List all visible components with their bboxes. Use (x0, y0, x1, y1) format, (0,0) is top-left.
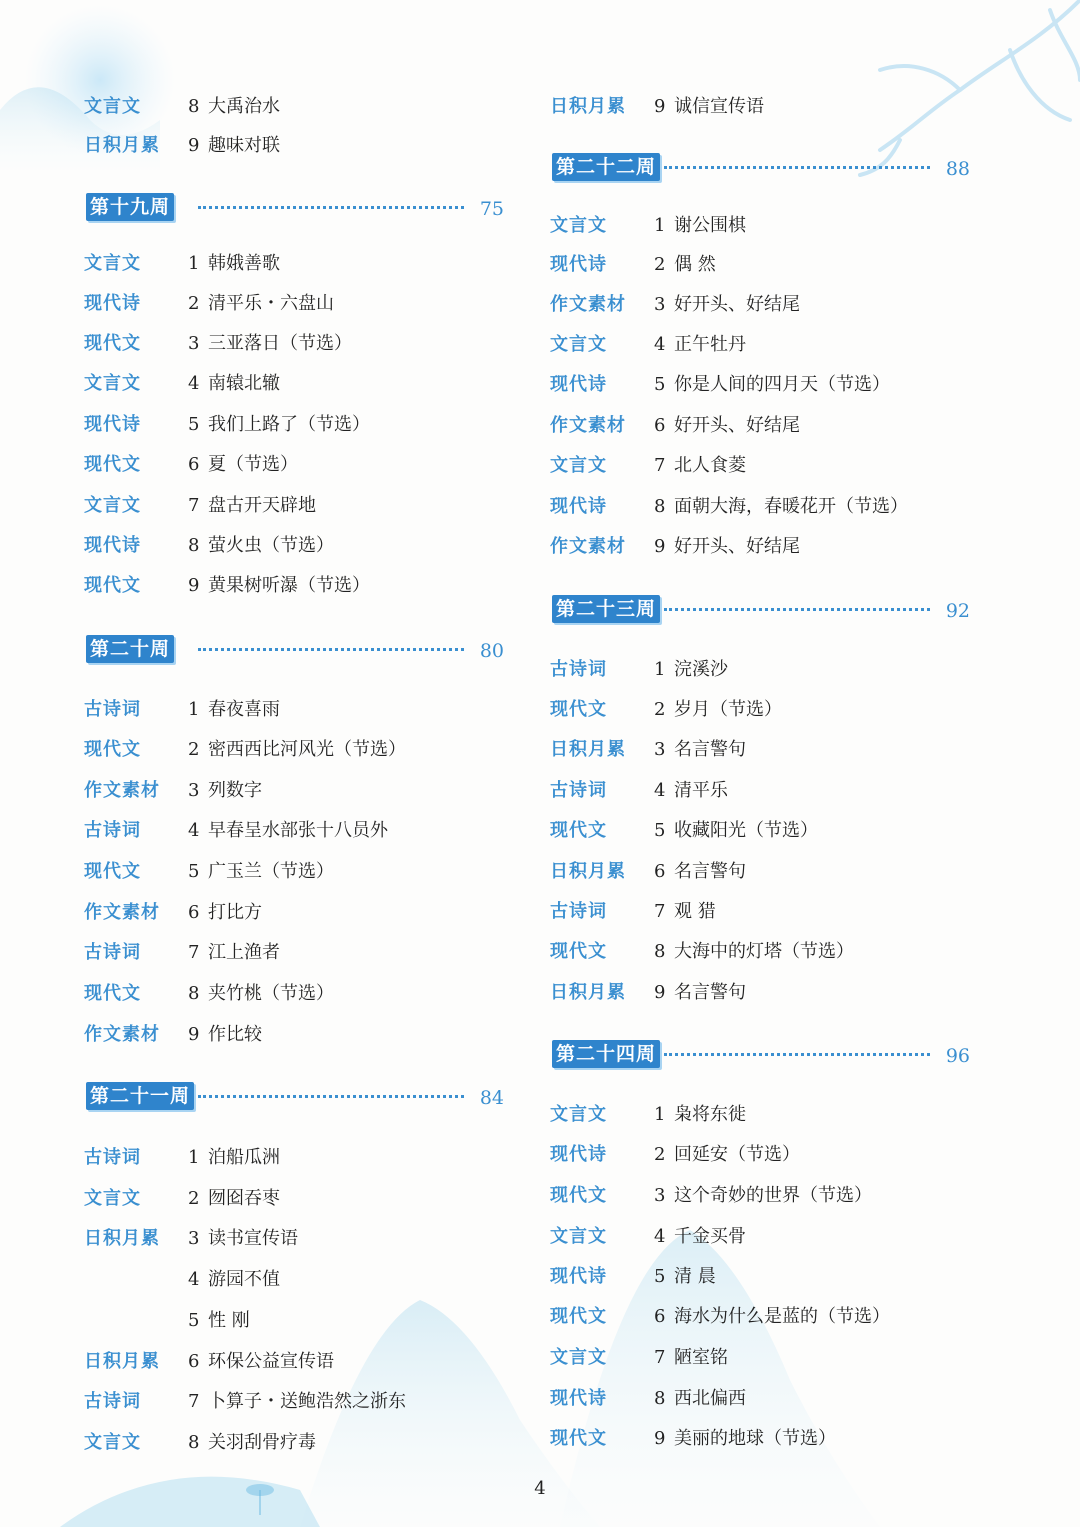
week-label: 第二十一周 (86, 1082, 194, 1110)
entry-title: 黄果树听瀑（节选） (208, 575, 370, 596)
entry-category: 作文素材 (84, 780, 160, 801)
toc-entry[interactable] (84, 1020, 504, 1050)
entry-number: 6 (654, 861, 666, 882)
entry-category: 文言文 (84, 96, 141, 117)
week-page-number: 80 (479, 640, 504, 662)
entry-title: 韩娥善歌 (208, 253, 280, 274)
entry-number: 5 (188, 414, 200, 435)
toc-entry[interactable] (84, 979, 504, 1009)
entry-title: 南辕北辙 (208, 373, 280, 394)
entry-title: 名言警句 (674, 982, 746, 1003)
entry-number: 3 (188, 1228, 200, 1249)
entry-title: 偶 然 (674, 254, 716, 275)
week-heading[interactable] (550, 1040, 970, 1072)
entry-title: 读书宣传语 (208, 1228, 298, 1249)
entry-title: 春夜喜雨 (208, 699, 280, 720)
toc-entry[interactable] (550, 1343, 970, 1373)
entry-title: 密西西比河风光（节选） (208, 739, 406, 760)
entry-number: 7 (188, 1391, 200, 1412)
entry-category: 日积月累 (84, 1351, 160, 1372)
entry-category: 古诗词 (84, 699, 141, 720)
entry-title: 列数字 (208, 780, 262, 801)
entry-number: 5 (654, 1266, 666, 1287)
entry-category: 文言文 (550, 1104, 607, 1125)
entry-category: 现代诗 (84, 535, 141, 556)
entry-title: 作比较 (208, 1024, 262, 1045)
entry-category: 现代文 (550, 1306, 607, 1327)
entry-number: 5 (654, 374, 666, 395)
entry-number: 3 (654, 739, 666, 760)
toc-entry[interactable] (550, 776, 970, 806)
entry-title: 大禹治水 (208, 96, 280, 117)
toc-entry[interactable] (550, 897, 970, 927)
entry-title: 性 刚 (208, 1310, 250, 1331)
entry-title: 观 猎 (674, 901, 716, 922)
entry-title: 名言警句 (674, 861, 746, 882)
entry-number: 9 (654, 1428, 666, 1449)
entry-number: 1 (654, 1104, 666, 1125)
entry-number: 3 (654, 294, 666, 315)
entry-number: 7 (188, 942, 200, 963)
entry-number: 5 (188, 861, 200, 882)
week-page-number: 84 (479, 1087, 504, 1109)
entry-title: 陋室铭 (674, 1347, 728, 1368)
toc-entry[interactable] (550, 92, 970, 122)
toc-entry[interactable] (84, 1387, 504, 1417)
entry-category: 日积月累 (550, 739, 626, 760)
entry-title: 大海中的灯塔（节选） (674, 941, 854, 962)
entry-number: 2 (188, 739, 200, 760)
toc-entry[interactable] (84, 898, 504, 928)
entry-title: 早春呈水部张十八员外 (208, 820, 388, 841)
toc-entry[interactable] (84, 1184, 504, 1214)
entry-title: 泊船瓜洲 (208, 1147, 280, 1168)
entry-title: 打比方 (208, 902, 262, 923)
entry-category: 现代诗 (550, 496, 607, 517)
leader-dots (664, 166, 930, 169)
entry-number: 8 (654, 496, 666, 517)
entry-title: 夏（节选） (208, 454, 298, 475)
week-heading[interactable] (84, 635, 504, 667)
entry-number: 3 (188, 333, 200, 354)
entry-category: 现代诗 (84, 293, 141, 314)
entry-category: 文言文 (550, 1226, 607, 1247)
entry-title: 我们上路了（节选） (208, 414, 370, 435)
entry-number: 1 (188, 1147, 200, 1168)
toc-entry[interactable] (550, 211, 970, 241)
entry-category: 作文素材 (550, 294, 626, 315)
toc-entry[interactable] (550, 816, 970, 846)
week-label: 第十九周 (86, 193, 174, 221)
entry-category: 现代文 (550, 1428, 607, 1449)
entry-number: 8 (654, 941, 666, 962)
entry-category: 文言文 (84, 495, 141, 516)
entry-category: 现代文 (84, 454, 141, 475)
leader-dots (198, 648, 464, 651)
entry-number: 8 (188, 535, 200, 556)
week-heading[interactable] (550, 153, 970, 185)
entry-category: 现代诗 (550, 1388, 607, 1409)
entry-title: 卜算子・送鲍浩然之浙东 (208, 1391, 406, 1412)
toc-entry[interactable] (84, 857, 504, 887)
entry-title: 正午牡丹 (674, 334, 746, 355)
entry-title: 名言警句 (674, 739, 746, 760)
entry-category: 作文素材 (550, 415, 626, 436)
week-heading[interactable] (550, 595, 970, 627)
entry-category: 古诗词 (84, 1391, 141, 1412)
toc-entry[interactable] (550, 937, 970, 967)
toc-entry[interactable] (550, 1181, 970, 1211)
toc-entry[interactable] (84, 249, 504, 279)
entry-title: 海水为什么是蓝的（节选） (674, 1306, 890, 1327)
toc-entry[interactable] (84, 816, 504, 846)
entry-category: 文言文 (84, 1188, 141, 1209)
week-page-number: 75 (479, 198, 504, 220)
entry-category: 现代文 (84, 739, 141, 760)
entry-number: 4 (654, 1226, 666, 1247)
entry-category: 现代诗 (550, 1266, 607, 1287)
entry-category: 文言文 (84, 253, 141, 274)
toc-entry[interactable] (550, 532, 970, 562)
entry-number: 6 (188, 1351, 200, 1372)
entry-category: 现代文 (84, 983, 141, 1004)
entry-number: 4 (188, 820, 200, 841)
entry-title: 三亚落日（节选） (208, 333, 352, 354)
entry-category: 日积月累 (84, 1228, 160, 1249)
toc-entry[interactable] (84, 1265, 504, 1295)
entry-category: 日积月累 (550, 861, 626, 882)
entry-category: 文言文 (550, 215, 607, 236)
toc-entry[interactable] (84, 938, 504, 968)
entry-number: 2 (188, 293, 200, 314)
entry-title: 江上渔者 (208, 942, 280, 963)
leader-dots (664, 608, 930, 611)
entry-number: 5 (188, 1310, 200, 1331)
entry-title: 收藏阳光（节选） (674, 820, 818, 841)
toc-entry[interactable] (550, 250, 970, 280)
toc-entry[interactable] (84, 695, 504, 725)
entry-number: 2 (654, 254, 666, 275)
entry-title: 趣味对联 (208, 135, 280, 156)
entry-title: 面朝大海，春暖花开（节选） (674, 496, 908, 517)
entry-number: 8 (188, 1432, 200, 1453)
entry-number: 1 (188, 699, 200, 720)
entry-title: 关羽刮骨疗毒 (208, 1432, 316, 1453)
week-label: 第二十周 (86, 635, 174, 663)
entry-number: 4 (654, 780, 666, 801)
toc-entry[interactable] (550, 695, 970, 725)
toc-entry[interactable] (550, 290, 970, 320)
entry-category: 古诗词 (84, 1147, 141, 1168)
toc-entry[interactable] (84, 450, 504, 480)
entry-category: 现代文 (550, 1185, 607, 1206)
entry-title: 环保公益宣传语 (208, 1351, 334, 1372)
entry-category: 现代文 (550, 941, 607, 962)
entry-number: 9 (654, 536, 666, 557)
entry-title: 囫囵吞枣 (208, 1188, 280, 1209)
entry-title: 你是人间的四月天（节选） (674, 374, 890, 395)
entry-title: 回延安（节选） (674, 1144, 800, 1165)
toc-entry[interactable] (550, 1100, 970, 1130)
toc-entry[interactable] (550, 857, 970, 887)
entry-number: 6 (654, 415, 666, 436)
entry-number: 7 (654, 901, 666, 922)
entry-number: 8 (188, 96, 200, 117)
entry-category: 现代诗 (550, 374, 607, 395)
leader-dots (198, 206, 464, 209)
entry-number: 9 (188, 1024, 200, 1045)
entry-title: 枭将东徙 (674, 1104, 746, 1125)
toc-entry[interactable] (550, 411, 970, 441)
week-label: 第二十二周 (552, 153, 660, 181)
toc-entry[interactable] (550, 655, 970, 685)
entry-category: 古诗词 (84, 942, 141, 963)
entry-number: 2 (188, 1188, 200, 1209)
entry-title: 美丽的地球（节选） (674, 1428, 836, 1449)
entry-number: 6 (654, 1306, 666, 1327)
entry-title: 千金买骨 (674, 1226, 746, 1247)
toc-entry[interactable] (84, 131, 504, 161)
entry-category: 作文素材 (84, 902, 160, 923)
toc-entry[interactable] (84, 1143, 504, 1173)
week-page-number: 92 (945, 600, 970, 622)
toc-entry[interactable] (550, 330, 970, 360)
week-page-number: 88 (945, 158, 970, 180)
page-number: 4 (534, 1478, 546, 1499)
toc-entry[interactable] (84, 531, 504, 561)
entry-category: 现代诗 (550, 254, 607, 275)
entry-number: 9 (188, 575, 200, 596)
entry-number: 4 (188, 373, 200, 394)
toc-entry[interactable] (550, 1262, 970, 1292)
toc-entry[interactable] (550, 1140, 970, 1170)
entry-category: 现代文 (84, 861, 141, 882)
entry-category: 日积月累 (84, 135, 160, 156)
toc-entry[interactable] (84, 1306, 504, 1336)
toc-entry[interactable] (550, 1384, 970, 1414)
entry-title: 西北偏西 (674, 1388, 746, 1409)
toc-entry[interactable] (84, 491, 504, 521)
entry-number: 9 (654, 982, 666, 1003)
entry-title: 浣溪沙 (674, 659, 728, 680)
entry-category: 古诗词 (550, 659, 607, 680)
entry-number: 3 (654, 1185, 666, 1206)
entry-title: 夹竹桃（节选） (208, 983, 334, 1004)
entry-category: 古诗词 (84, 820, 141, 841)
entry-number: 6 (188, 902, 200, 923)
entry-number: 1 (188, 253, 200, 274)
entry-title: 这个奇妙的世界（节选） (674, 1185, 872, 1206)
entry-number: 9 (654, 96, 666, 117)
entry-category: 现代文 (84, 575, 141, 596)
entry-category: 作文素材 (550, 536, 626, 557)
week-page-number: 96 (945, 1045, 970, 1067)
entry-number: 7 (188, 495, 200, 516)
entry-category: 文言文 (550, 1347, 607, 1368)
entry-number: 7 (654, 455, 666, 476)
entry-title: 游园不值 (208, 1269, 280, 1290)
toc-entry[interactable] (84, 289, 504, 319)
week-heading[interactable] (84, 193, 504, 225)
entry-category: 日积月累 (550, 982, 626, 1003)
toc-entry[interactable] (550, 735, 970, 765)
toc-entry[interactable] (84, 329, 504, 359)
entry-category: 古诗词 (550, 901, 607, 922)
toc-entry[interactable] (84, 571, 504, 601)
entry-number: 8 (188, 983, 200, 1004)
toc-entry[interactable] (84, 410, 504, 440)
entry-category: 文言文 (84, 373, 141, 394)
entry-title: 清平乐・六盘山 (208, 293, 334, 314)
toc-entry[interactable] (550, 1222, 970, 1252)
entry-category: 文言文 (84, 1432, 141, 1453)
entry-number: 7 (654, 1347, 666, 1368)
entry-category: 现代文 (550, 699, 607, 720)
entry-title: 谢公围棋 (674, 215, 746, 236)
entry-category: 现代诗 (84, 414, 141, 435)
week-label: 第二十三周 (552, 595, 660, 623)
toc-entry[interactable] (550, 451, 970, 481)
entry-category: 现代诗 (550, 1144, 607, 1165)
entry-category: 现代文 (550, 820, 607, 841)
entry-number: 6 (188, 454, 200, 475)
entry-number: 2 (654, 1144, 666, 1165)
entry-category: 文言文 (550, 455, 607, 476)
toc-entry[interactable] (550, 978, 970, 1008)
entry-number: 9 (188, 135, 200, 156)
entry-category: 日积月累 (550, 96, 626, 117)
entry-number: 4 (188, 1269, 200, 1290)
entry-category: 作文素材 (84, 1024, 160, 1045)
toc-entry[interactable] (84, 1428, 504, 1458)
entry-title: 萤火虫（节选） (208, 535, 334, 556)
entry-number: 5 (654, 820, 666, 841)
toc-entry[interactable] (550, 1302, 970, 1332)
entry-title: 清 晨 (674, 1266, 716, 1287)
entry-number: 2 (654, 699, 666, 720)
toc-entry[interactable] (84, 1224, 504, 1254)
entry-title: 诚信宣传语 (674, 96, 764, 117)
entry-title: 广玉兰（节选） (208, 861, 334, 882)
entry-title: 盘古开天辟地 (208, 495, 316, 516)
entry-category: 古诗词 (550, 780, 607, 801)
entry-title: 好开头、好结尾 (674, 294, 800, 315)
entry-category: 现代文 (84, 333, 141, 354)
toc-entry[interactable] (550, 492, 970, 522)
toc-entry[interactable] (84, 776, 504, 806)
entry-title: 清平乐 (674, 780, 728, 801)
week-heading[interactable] (84, 1082, 504, 1114)
entry-title: 北人食菱 (674, 455, 746, 476)
toc-entry[interactable] (84, 1347, 504, 1377)
toc-entry[interactable] (84, 92, 504, 122)
toc-entry[interactable] (550, 370, 970, 400)
leader-dots (198, 1095, 464, 1098)
entry-number: 1 (654, 659, 666, 680)
toc-entry[interactable] (84, 369, 504, 399)
entry-title: 好开头、好结尾 (674, 415, 800, 436)
toc-entry[interactable] (550, 1424, 970, 1454)
entry-number: 3 (188, 780, 200, 801)
entry-number: 1 (654, 215, 666, 236)
entry-number: 8 (654, 1388, 666, 1409)
entry-number: 4 (654, 334, 666, 355)
entry-category: 文言文 (550, 334, 607, 355)
week-label: 第二十四周 (552, 1040, 660, 1068)
toc-entry[interactable] (84, 735, 504, 765)
entry-title: 岁月（节选） (674, 699, 782, 720)
leader-dots (664, 1053, 930, 1056)
entry-title: 好开头、好结尾 (674, 536, 800, 557)
